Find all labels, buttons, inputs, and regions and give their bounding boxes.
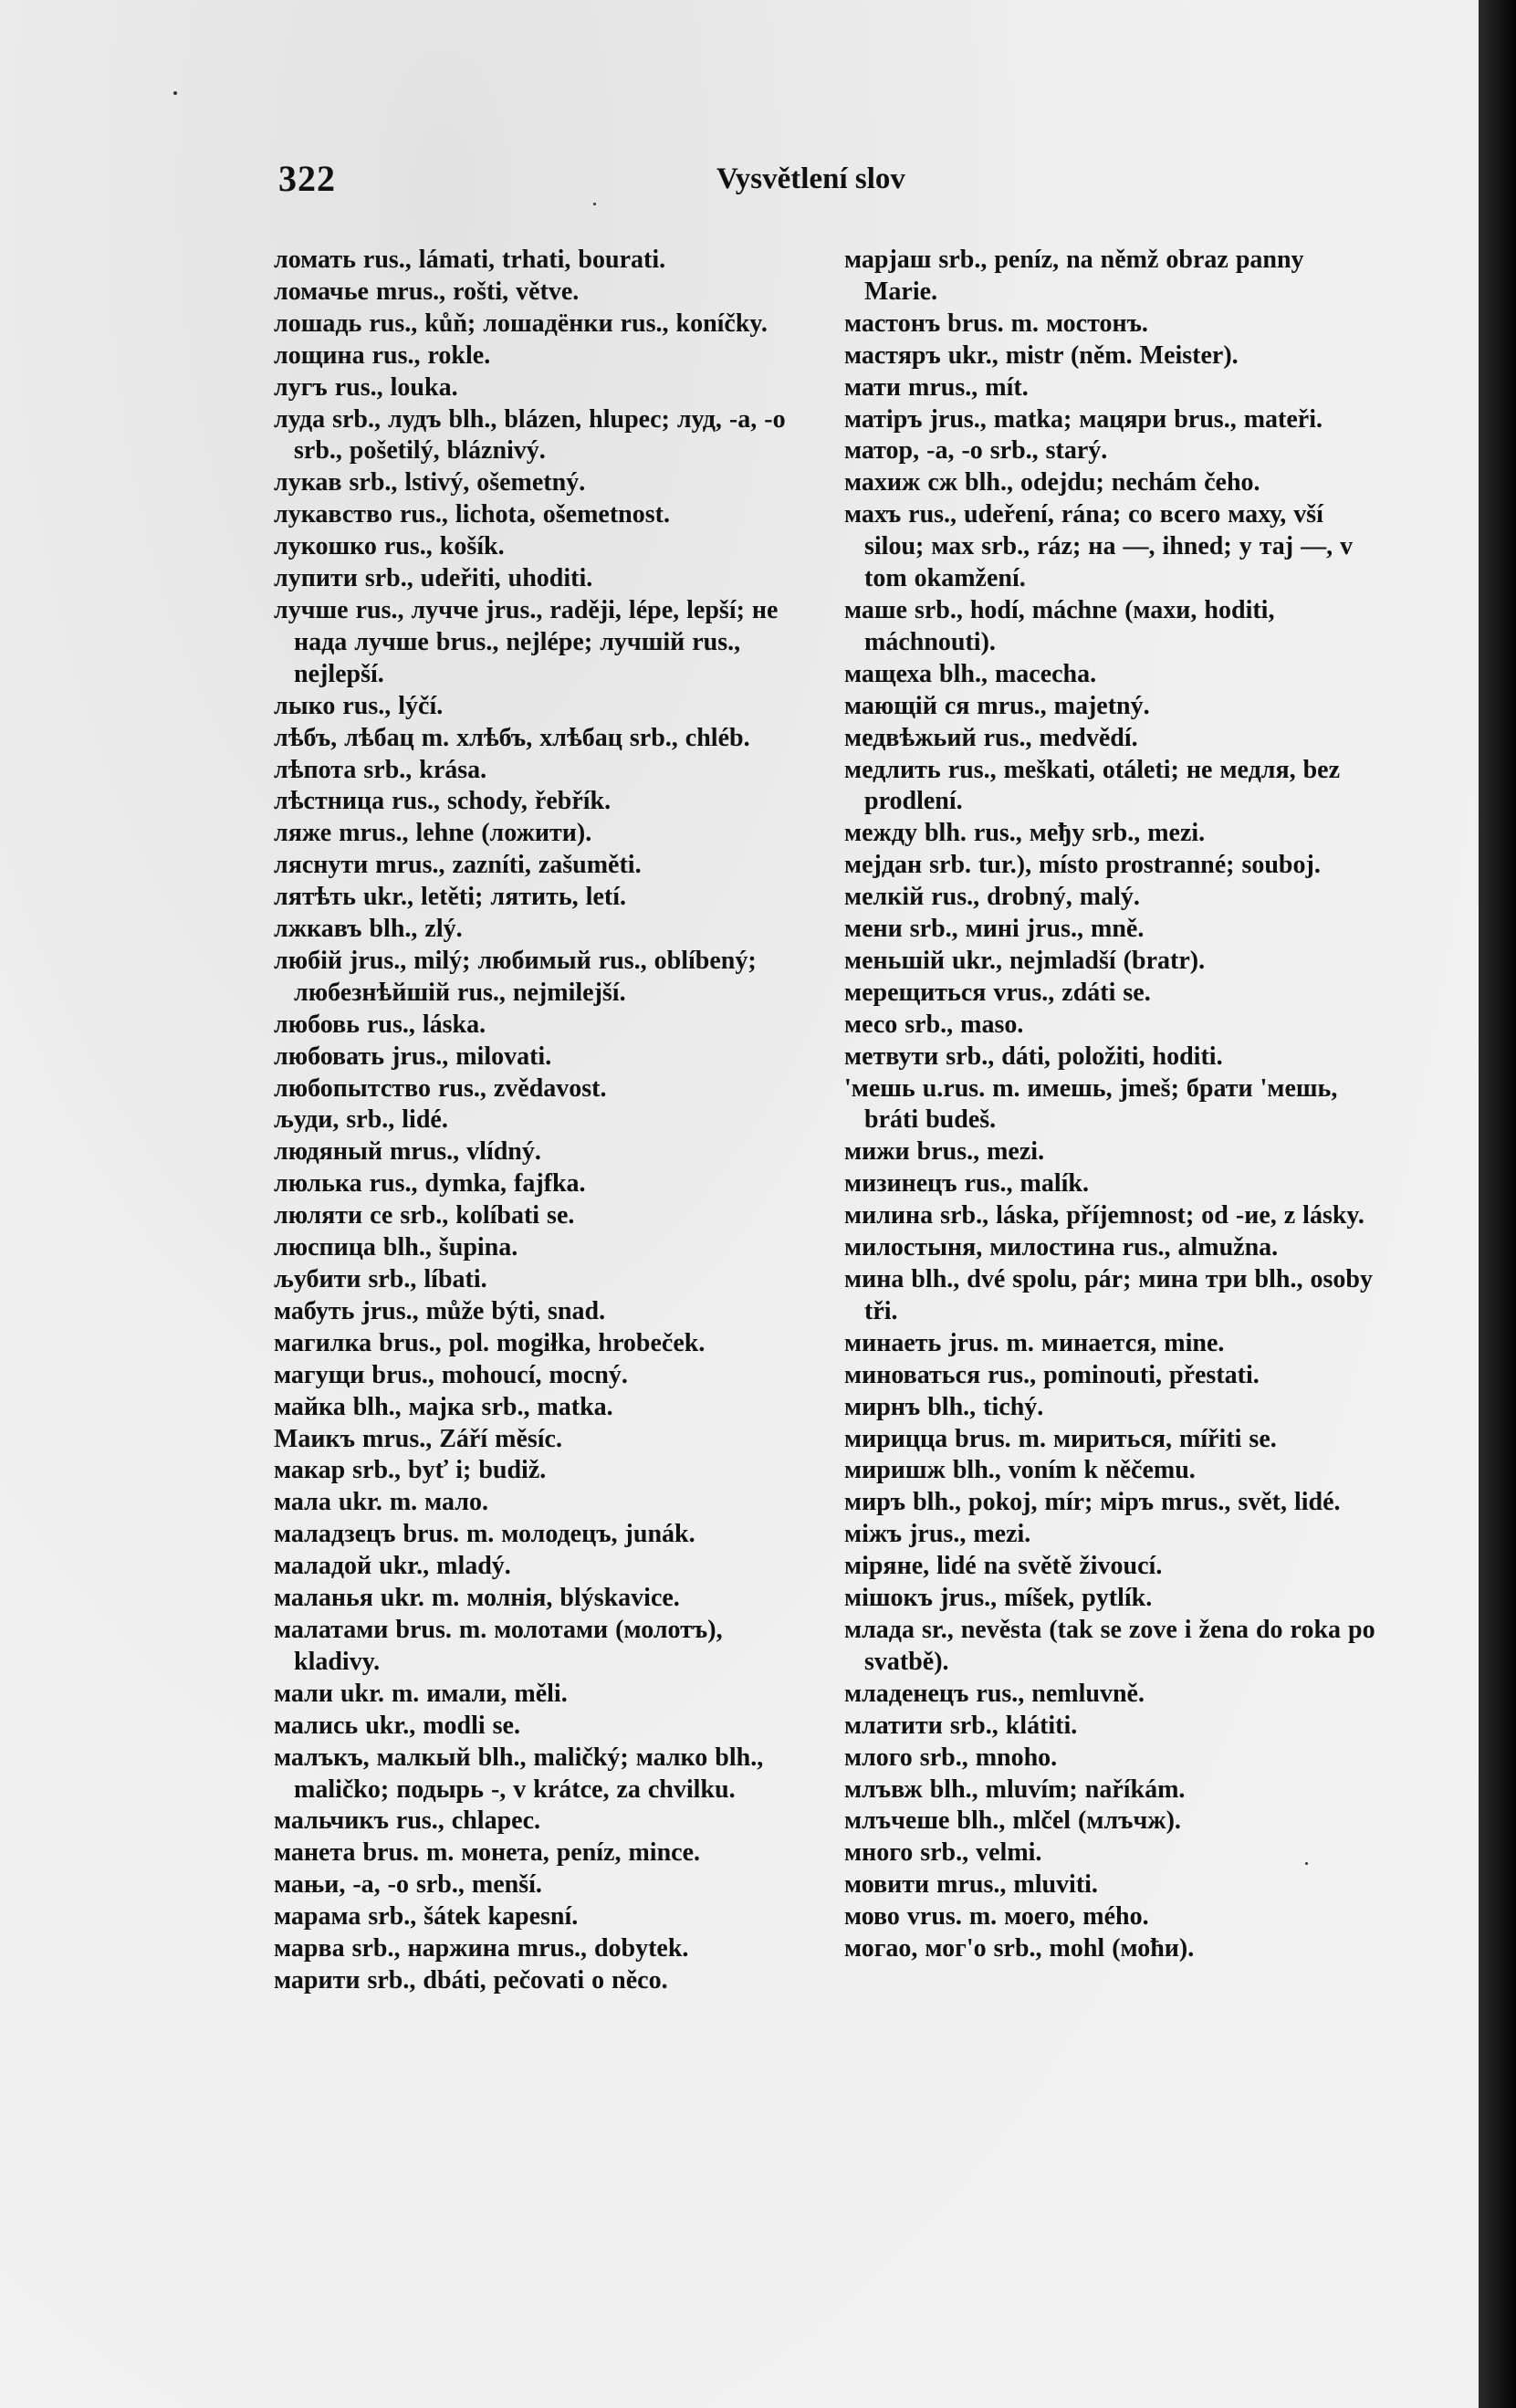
glossary-entry: мово vrus. m. моего, mého. (844, 1902, 1149, 1932)
glossary-entry: мелкій rus., drobný, malý. (844, 883, 1140, 912)
glossary-entry: маше srb., hodí, máchne (махи, hoditi, máchnouti). (844, 595, 1275, 656)
glossary-entry: метвути srb., dáti, položiti, hoditi. (844, 1042, 1223, 1071)
right-glossary-column (844, 245, 1383, 1965)
glossary-entry: лошадь rus., kůň; лошадёнки rus., koníčky. (274, 309, 768, 338)
running-title: Vysvětlení slov (716, 162, 905, 195)
glossary-entry: 'мешь u.rus. m. имешь, jmeš; брати 'мешь, bráti budeš. (844, 1073, 1338, 1135)
glossary-entry: лукав srb., lstivý, ošemetný. (274, 468, 586, 497)
glossary-entry: мањи, -а, -о srb., menší. (274, 1870, 542, 1900)
page-number: 322 (278, 158, 336, 199)
glossary-entry: лугъ rus., louka. (274, 372, 458, 402)
glossary-entry: лукавство rus., lichota, ošemetnost. (274, 500, 670, 529)
glossary-entry: мирицца brus. m. мириться, mířiti se. (844, 1424, 1277, 1453)
glossary-entry: любопытство rus., zvědavost. (274, 1073, 607, 1103)
glossary-entry: младенецъ rus., nemluvně. (844, 1679, 1145, 1708)
glossary-entry: ляснути mrus., zazníti, zašuměti. (274, 851, 642, 880)
glossary-entry: матор, -а, -о srb., starý. (844, 436, 1108, 466)
glossary-entry: мина blh., dvé spolu, pár; мина три blh., osoby tři. (844, 1265, 1373, 1325)
glossary-entry: любовь rus., láska. (274, 1010, 486, 1039)
glossary-entry: минаеть jrus. m. минается, mine. (844, 1328, 1225, 1357)
glossary-entry: марити srb., dbáti, pečovati o něco. (274, 1965, 668, 1994)
glossary-entry: людяный mrus., vlídný. (274, 1137, 541, 1167)
glossary-entry: мались ukr., modli se. (274, 1711, 520, 1740)
glossary-entry: миръ blh., pokoj, mír; міръ mrus., svět, lidé. (844, 1488, 1341, 1517)
glossary-entry: лупити srb., udeřiti, uhoditi. (274, 564, 593, 593)
glossary-entry: ломачье mrus., rošti, větve. (274, 277, 580, 306)
glossary-entry: мала ukr. m. мало. (274, 1488, 488, 1517)
glossary-entry: млатити srb., klátiti. (844, 1711, 1078, 1740)
glossary-entry: малъкъ, малкый blh., maličký; малко blh., maličko; подырь -, v krátce, za chvilku. (274, 1743, 764, 1804)
glossary-entry: милостыня, милостина rus., almužna. (844, 1233, 1279, 1262)
glossary-entry: ломать rus., lámati, trhati, bourati. (274, 246, 666, 274)
glossary-entry: људи, srb., lidé. (274, 1105, 448, 1135)
glossary-entry: лѣстница rus., schody, řebřík. (274, 787, 612, 816)
glossary-entry: мастяръ ukr., mistr (něm. Meister). (844, 340, 1239, 370)
glossary-entry: лѣбъ, лѣбац m. хлѣбъ, хлѣбац srb., chléb. (274, 723, 750, 752)
glossary-entry: много srb., velmi. (844, 1838, 1042, 1868)
glossary-entry: магилка brus., pol. mogiłka, hrobeček. (274, 1328, 706, 1357)
glossary-entry: мали ukr. m. имали, měli. (274, 1679, 568, 1708)
glossary-entry: лжкавъ blh., zlý. (274, 915, 463, 944)
glossary-entry: могао, мог'о srb., mohl (моћи). (844, 1934, 1195, 1963)
glossary-entry: мальчикъ rus., chlapec. (274, 1806, 540, 1836)
glossary-entry: міряне, lidé na světě živoucí. (844, 1552, 1163, 1581)
left-glossary-column (274, 245, 812, 1997)
book-spine-shadow (1479, 0, 1516, 2408)
glossary-entry: люспица blh., šupina. (274, 1233, 518, 1262)
glossary-entry: миришж blh., voním k něčemu. (844, 1456, 1196, 1485)
glossary-entry: лыко rus., lýčí. (274, 691, 444, 720)
glossary-entry: міжъ jrus., mezi. (844, 1520, 1031, 1549)
glossary-entry: маладзецъ brus. m. молодецъ, junák. (274, 1520, 695, 1549)
glossary-entry: мабуть jrus., může býti, snad. (274, 1296, 606, 1325)
glossary-entry: махиж сж blh., odejdu; nechám čeho. (844, 468, 1260, 497)
glossary-entry: маладой ukr., mladý. (274, 1552, 511, 1581)
glossary-entry: марјаш srb., peníz, na němž obraz panny Marie. (844, 246, 1304, 306)
glossary-entry: между blh. rus., међу srb., mezi. (844, 819, 1206, 848)
glossary-entry: мирнъ blh., tichý. (844, 1392, 1044, 1421)
glossary-entry: медвѣжьий rus., medvědí. (844, 723, 1138, 752)
glossary-entry: мерещиться vrus., zdáti se. (844, 978, 1151, 1007)
glossary-entry: мішокъ jrus., míšek, pytlík. (844, 1584, 1153, 1613)
glossary-entry: макар srb., byť i; budiž. (274, 1456, 547, 1485)
glossary-entry: мизинецъ rus., malík. (844, 1169, 1089, 1199)
glossary-entry: мати mrus., mít. (844, 372, 1029, 402)
glossary-entry: малатами brus. m. молотами (молотъ), kladivy. (274, 1615, 723, 1676)
glossary-entry: млъчеше blh., mlčel (млъчж). (844, 1806, 1181, 1836)
glossary-entry: лощина rus., rokle. (274, 340, 491, 370)
glossary-entry: млъвж blh., mluvím; naříkám. (844, 1775, 1186, 1804)
glossary-entry: мижи brus., mezi. (844, 1137, 1045, 1167)
glossary-entry: лѣпота srb., krása. (274, 755, 487, 784)
glossary-entry: милина srb., láska, příjemnost; od -ие, z lásky. (844, 1201, 1364, 1230)
glossary-entry: маланья ukr. m. молнія, blýskavice. (274, 1584, 680, 1613)
glossary-entry: меньшій ukr., nejmladší (bratr). (844, 946, 1206, 975)
glossary-entry: манета brus. m. монета, peníz, mince. (274, 1838, 700, 1868)
glossary-entry: лучше rus., лучче jrus., raději, lépe, lepší; не нада лучше brus., nejlépe; лучшій rus., nejlepší. (274, 595, 779, 688)
glossary-entry: мающій ся mrus., majetný. (844, 691, 1150, 720)
glossary-entry: мащеха blh., macecha. (844, 659, 1097, 688)
glossary-entry: медлить rus., meškati, otáleti; не медля, bez prodlení. (844, 755, 1341, 816)
print-speck (593, 203, 596, 205)
glossary-entry: мени srb., мині jrus., mně. (844, 915, 1145, 944)
glossary-entry: лятѣть ukr., letěti; лятить, letí. (274, 883, 626, 912)
glossary-entry: љубити srb., líbati. (274, 1265, 487, 1293)
glossary-entry: миноваться rus., pominouti, přestati. (844, 1360, 1260, 1389)
glossary-entry: Маикъ mrus., Září měsíc. (274, 1424, 562, 1453)
glossary-entry: млого srb., mnoho. (844, 1743, 1058, 1772)
glossary-entry: млада sr., nevěsta (tak se zove i žena do roka po svatbě). (844, 1615, 1375, 1676)
print-speck (173, 91, 177, 95)
glossary-entry: махъ rus., udeření, rána; со всего маху, vší silou; мах srb., ráz; на —, ihned; у тај —, v tom okamžení. (844, 500, 1354, 593)
glossary-entry: майка blh., мајка srb., matka. (274, 1392, 613, 1421)
glossary-entry: люляти се srb., kolíbati se. (274, 1201, 575, 1230)
glossary-entry: люлька rus., dymka, fajfka. (274, 1169, 586, 1199)
glossary-entry: магущи brus., mohoucí, mocný. (274, 1360, 628, 1389)
glossary-entry: любій jrus., milý; любимый rus., oblíbený; любезнѣйшій rus., nejmilejší. (274, 946, 757, 1007)
glossary-entry: месо srb., maso. (844, 1010, 1024, 1039)
glossary-entry: матіръ jrus., matka; мацяри brus., mateři. (844, 404, 1323, 434)
glossary-entry: луда srb., лудъ blh., blázen, hlupec; луд, -а, -о srb., pošetilý, bláznivý. (274, 404, 786, 466)
glossary-entry: любовать jrus., milovati. (274, 1042, 552, 1071)
glossary-entry: мејдан srb. tur.), místo prostranné; souboj. (844, 851, 1321, 880)
glossary-entry: мастонъ brus. m. мостонъ. (844, 309, 1148, 338)
glossary-entry: марва srb., наржина mrus., dobytek. (274, 1934, 689, 1963)
glossary-entry: ляже mrus., lehne (ложити). (274, 819, 592, 848)
glossary-entry: лукошко rus., košík. (274, 532, 505, 561)
glossary-entry: мовити mrus., mluviti. (844, 1870, 1098, 1900)
glossary-entry: марама srb., šátek kapesní. (274, 1902, 579, 1932)
